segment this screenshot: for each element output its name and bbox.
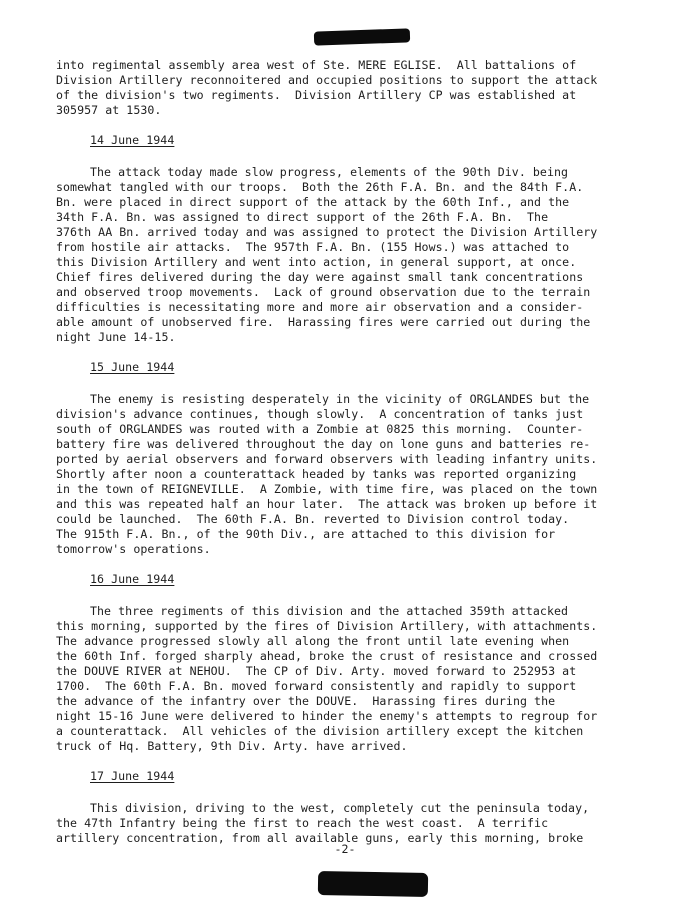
- text-line: Bn. were placed in direct support of the attack by the 60th Inf., and the: [56, 195, 570, 209]
- text-line: this Division Artillery and went into action, in general support, at once.: [56, 255, 577, 269]
- text-line: 1700. The 60th F.A. Bn. moved forward consistently and rapidly to support: [56, 679, 577, 693]
- text-line: this morning, supported by the fires of Division Artillery, with attachments.: [56, 619, 598, 633]
- text-line: the advance of the infantry over the DOUVE. Harassing fires during the: [56, 694, 556, 708]
- diary-entry: [56, 754, 622, 846]
- text-line: This division, driving to the west, completely cut the peninsula today,: [90, 801, 590, 815]
- text-line: and observed troop movements. Lack of ground observation due to the terrain: [56, 285, 591, 299]
- text-line: The enemy is resisting desperately in the vicinity of ORGLANDES but the: [90, 392, 590, 406]
- text-line: from hostile air attacks. The 957th F.A. Bn. (155 Hows.) was attached to: [56, 240, 570, 254]
- text-line: able amount of unobserved fire. Harassing fires were carried out during the: [56, 315, 591, 329]
- text-line: artillery concentration, from all available guns, early this morning, broke: [56, 831, 584, 845]
- diary-entry: [56, 557, 622, 754]
- entry-date-heading: 15 June 1944: [90, 360, 175, 374]
- text-line: of the division's two regiments. Division Artillery CP was established at: [56, 88, 577, 102]
- text-line: the 60th Inf. forged sharply ahead, broke the crust of resistance and crossed: [56, 649, 598, 663]
- entry-date-heading: 16 June 1944: [90, 572, 175, 586]
- page-number: -2-: [334, 842, 356, 856]
- text-line: division's advance continues, though slowly. A concentration of tanks just: [56, 407, 584, 421]
- text-line: difficulties is necessitating more and more air observation and a consider-: [56, 300, 584, 314]
- document-body: [56, 58, 622, 846]
- text-line: into regimental assembly area west of Ste. MERE EGLISE. All battalions of: [56, 58, 577, 72]
- entry-paragraph: [56, 801, 622, 846]
- text-line: in the town of REIGNEVILLE. A Zombie, with time fire, was placed on the town: [56, 482, 598, 496]
- text-line: the 47th Infantry being the first to reach the west coast. A terrific: [56, 816, 549, 830]
- text-line: battery fire was delivered throughout the day on lone guns and batteries re-: [56, 437, 591, 451]
- redaction-bottom: [318, 871, 428, 897]
- entry-paragraph: [56, 165, 622, 345]
- text-line: The 915th F.A. Bn., of the 90th Div., are attached to this division for: [56, 527, 556, 541]
- text-line: somewhat tangled with our troops. Both the 26th F.A. Bn. and the 84th F.A.: [56, 180, 584, 194]
- text-line: the DOUVE RIVER at NEHOU. The CP of Div. Arty. moved forward to 252953 at: [56, 664, 577, 678]
- entry-date-heading: 14 June 1944: [90, 133, 175, 147]
- text-line: The attack today made slow progress, elements of the 90th Div. being: [90, 165, 569, 179]
- text-line: and this was repeated half an hour later. The attack was broken up before it: [56, 497, 598, 511]
- text-line: could be launched. The 60th F.A. Bn. reverted to Division control today.: [56, 512, 570, 526]
- text-line: south of ORGLANDES was routed with a Zombie at 0825 this morning. Counter-: [56, 422, 584, 436]
- entry-date-heading: 17 June 1944: [90, 769, 175, 783]
- text-line: 34th F.A. Bn. was assigned to direct support of the 26th F.A. Bn. The: [56, 210, 549, 224]
- text-line: tomorrow's operations.: [56, 542, 211, 556]
- entry-paragraph: [56, 392, 622, 557]
- text-line: Shortly after noon a counterattack headed by tanks was reported organizing: [56, 467, 577, 481]
- text-line: a counterattack. All vehicles of the division artillery except the kitchen: [56, 724, 584, 738]
- entry-paragraph: [56, 604, 622, 754]
- diary-entry: [56, 118, 622, 345]
- text-line: truck of Hq. Battery, 9th Div. Arty. have arrived.: [56, 739, 408, 753]
- text-line: ported by aerial observers and forward observers with leading infantry units.: [56, 452, 598, 466]
- text-line: Chief fires delivered during the day were against small tank concentrations: [56, 270, 584, 284]
- text-line: The advance progressed slowly all along the front until late evening when: [56, 634, 570, 648]
- text-line: 376th AA Bn. arrived today and was assigned to protect the Division Artillery: [56, 225, 598, 239]
- text-line: Division Artillery reconnoitered and occupied positions to support the attack: [56, 73, 598, 87]
- diary-entries: [56, 118, 622, 846]
- text-line: 305957 at 1530.: [56, 103, 162, 117]
- text-line: The three regiments of this division and the attached 359th attacked: [90, 604, 569, 618]
- intro-paragraph: [56, 58, 622, 118]
- diary-entry: [56, 345, 622, 557]
- text-line: night 15-16 June were delivered to hinder the enemy's attempts to regroup for: [56, 709, 598, 723]
- redaction-top: [314, 28, 410, 45]
- text-line: night June 14-15.: [56, 330, 176, 344]
